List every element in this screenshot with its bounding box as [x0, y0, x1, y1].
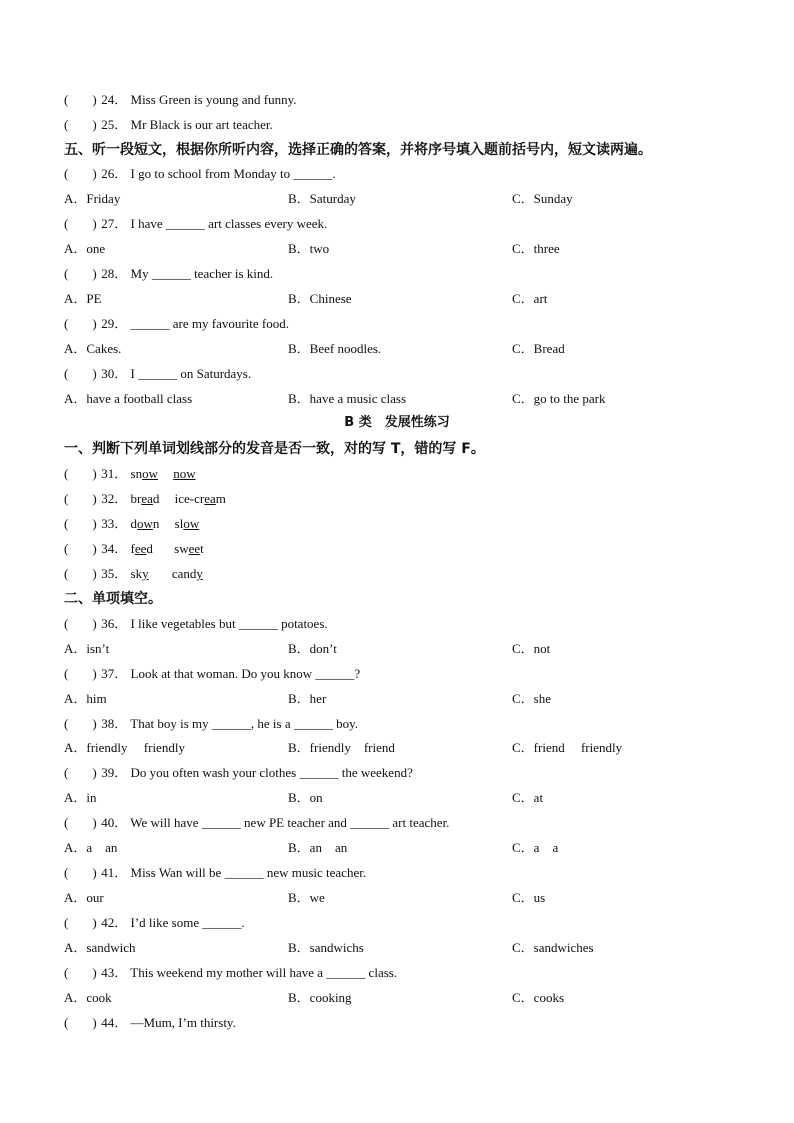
option-a: A．friendly friendly	[64, 740, 185, 755]
question-number: 37．	[101, 666, 128, 681]
option-c: C．go to the park	[512, 391, 606, 406]
word-2: ice-cream	[174, 491, 226, 506]
question-25	[64, 114, 273, 136]
question-text: I ______ on Saturdays.	[130, 366, 252, 381]
part-b-title: B 类 发展性练习	[344, 415, 450, 430]
option-a: A．our	[64, 890, 104, 905]
option-a: A．in	[64, 790, 97, 805]
question-30	[64, 363, 251, 385]
question-text: Miss Green is young and funny.	[130, 92, 297, 107]
option-b: B．sandwichs	[288, 940, 364, 955]
option-a: A．Cakes.	[64, 341, 122, 356]
question-39	[64, 762, 413, 784]
question-26	[64, 163, 336, 185]
question-29	[64, 313, 289, 335]
question-number: 39．	[101, 765, 128, 780]
word-2: slow	[174, 516, 200, 531]
option-a: A．PE	[64, 291, 102, 306]
option-c: C．cooks	[512, 990, 565, 1005]
answer-bracket[interactable]: ( )	[64, 765, 97, 780]
question-number: 33．	[101, 516, 128, 531]
question-text: ______ are my favourite food.	[130, 316, 289, 331]
question-number: 35．	[101, 566, 128, 581]
question-text: That boy is my ______, he is a ______ boy.	[130, 716, 359, 731]
section-b2-heading: 二、单项填空。	[64, 591, 162, 607]
question-number: 27．	[101, 216, 128, 231]
question-number: 43．	[101, 965, 128, 980]
answer-bracket[interactable]: ( )	[64, 266, 97, 281]
option-a: A．one	[64, 241, 106, 256]
answer-bracket[interactable]: ( )	[64, 491, 97, 506]
question-text: Look at that woman. Do you know ______?	[130, 666, 361, 681]
answer-bracket[interactable]: ( )	[64, 716, 97, 731]
word-1: bread	[130, 491, 160, 506]
question-text: I like vegetables but ______ potatoes.	[130, 616, 328, 631]
option-b: B．her	[288, 691, 327, 706]
question-43	[64, 962, 397, 984]
answer-bracket[interactable]: ( )	[64, 466, 97, 481]
option-c: C．art	[512, 291, 548, 306]
question-number: 36．	[101, 616, 128, 631]
question-number: 44．	[101, 1015, 128, 1030]
option-a: A．sandwich	[64, 940, 136, 955]
option-b: B．we	[288, 890, 325, 905]
question-number: 26．	[101, 166, 128, 181]
answer-bracket[interactable]: ( )	[64, 92, 97, 107]
answer-bracket[interactable]: ( )	[64, 366, 97, 381]
option-b: B．cooking	[288, 990, 352, 1005]
question-text: Do you often wash your clothes ______ the weekend?	[130, 765, 413, 780]
section-b1-heading: 一、判断下列单词划线部分的发音是否一致，对的写 T，错的写 F。	[64, 441, 485, 457]
option-c: C．Sunday	[512, 191, 573, 206]
question-text: —Mum, I’m thirsty.	[130, 1015, 236, 1030]
answer-bracket[interactable]: ( )	[64, 865, 97, 880]
question-number: 31．	[101, 466, 128, 481]
option-c: C．us	[512, 890, 546, 905]
option-c: C．not	[512, 641, 551, 656]
option-b: B．have a music class	[288, 391, 407, 406]
question-number: 24．	[101, 92, 128, 107]
answer-bracket[interactable]: ( )	[64, 915, 97, 930]
option-b: B．friendly friend	[288, 740, 395, 755]
option-b: B．on	[288, 790, 323, 805]
question-number: 41．	[101, 865, 128, 880]
option-a: A．have a football class	[64, 391, 193, 406]
question-text: I’d like some ______.	[130, 915, 245, 930]
question-text: I have ______ art classes every week.	[130, 216, 328, 231]
question-number: 30．	[101, 366, 128, 381]
option-c: C．three	[512, 241, 560, 256]
question-number: 28．	[101, 266, 128, 281]
word-2: candy	[171, 566, 203, 581]
question-41	[64, 862, 366, 884]
question-text: This weekend my mother will have a ______ class.	[130, 965, 398, 980]
question-44	[64, 1012, 236, 1034]
option-a: A．isn’t	[64, 641, 110, 656]
answer-bracket[interactable]: ( )	[64, 541, 97, 556]
question-33	[64, 513, 199, 535]
option-b: B．Chinese	[288, 291, 352, 306]
answer-bracket[interactable]: ( )	[64, 965, 97, 980]
question-37	[64, 663, 360, 685]
question-text: My ______ teacher is kind.	[130, 266, 274, 281]
question-24	[64, 89, 297, 111]
question-28	[64, 263, 273, 285]
question-text: We will have ______ new PE teacher and ______ art teacher.	[130, 815, 450, 830]
answer-bracket[interactable]: ( )	[64, 815, 97, 830]
question-number: 29．	[101, 316, 128, 331]
question-31	[64, 463, 196, 485]
section-5-heading: 五、听一段短文，根据你所听内容，选择正确的答案，并将序号填入题前括号内，短文读两遍。	[64, 142, 652, 158]
question-36	[64, 613, 328, 635]
question-number: 40．	[101, 815, 128, 830]
question-text: Miss Wan will be ______ new music teacher.	[130, 865, 367, 880]
question-32	[64, 488, 226, 510]
word-2: now	[173, 466, 196, 481]
answer-bracket[interactable]: ( )	[64, 117, 97, 132]
answer-bracket[interactable]: ( )	[64, 316, 97, 331]
question-number: 42．	[101, 915, 128, 930]
option-c: C．at	[512, 790, 544, 805]
question-35	[64, 563, 203, 585]
question-number: 38．	[101, 716, 128, 731]
question-text: Mr Black is our art teacher.	[130, 117, 273, 132]
question-number: 34．	[101, 541, 128, 556]
question-34	[64, 538, 204, 560]
answer-bracket[interactable]: ( )	[64, 516, 97, 531]
option-b: B．Saturday	[288, 191, 356, 206]
answer-bracket[interactable]: ( )	[64, 1015, 97, 1030]
option-b: B．don’t	[288, 641, 337, 656]
question-40	[64, 812, 449, 834]
option-a: A．him	[64, 691, 107, 706]
option-b: B．two	[288, 241, 330, 256]
question-38	[64, 713, 358, 735]
option-a: A．a an	[64, 840, 118, 855]
option-b: B．an an	[288, 840, 348, 855]
word-1: down	[130, 516, 160, 531]
answer-bracket[interactable]: ( )	[64, 166, 97, 181]
option-c: C．friend friendly	[512, 740, 623, 755]
answer-bracket[interactable]: ( )	[64, 216, 97, 231]
word-1: sky	[130, 566, 149, 581]
answer-bracket[interactable]: ( )	[64, 616, 97, 631]
option-a: A．cook	[64, 990, 112, 1005]
question-42	[64, 912, 245, 934]
answer-bracket[interactable]: ( )	[64, 566, 97, 581]
option-c: C．Bread	[512, 341, 565, 356]
option-a: A．Friday	[64, 191, 121, 206]
question-number: 32．	[101, 491, 128, 506]
answer-bracket[interactable]: ( )	[64, 666, 97, 681]
question-27	[64, 213, 327, 235]
word-1: snow	[130, 466, 158, 481]
question-number: 25．	[101, 117, 128, 132]
question-text: I go to school from Monday to ______.	[130, 166, 336, 181]
option-c: C．sandwiches	[512, 940, 594, 955]
word-2: sweet	[174, 541, 204, 556]
option-b: B．Beef noodles.	[288, 341, 382, 356]
option-c: C．a a	[512, 840, 559, 855]
option-c: C．she	[512, 691, 552, 706]
word-1: feed	[130, 541, 153, 556]
